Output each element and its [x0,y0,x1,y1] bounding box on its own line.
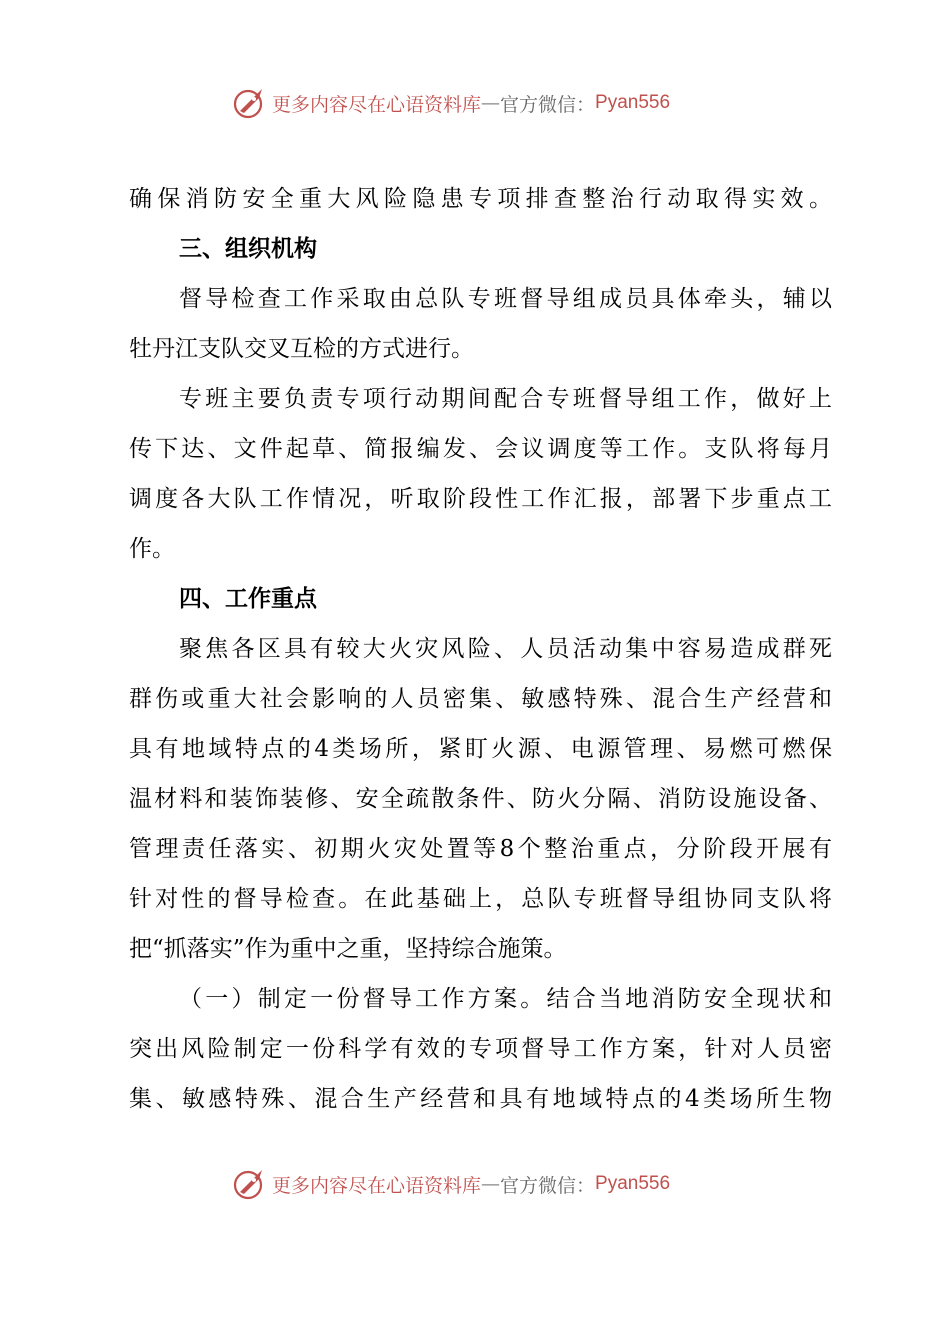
paragraph-line: 突出风险制定一份科学有效的专项督导工作方案，针对人员密 [129,1036,832,1062]
pen-logo-icon [232,1166,268,1202]
paragraph-line: 传下达、文件起草、简报编发、会议调度等工作。支队将每月 [129,436,832,462]
banner-dash: — [481,92,501,114]
pen-logo-icon [232,85,268,121]
paragraph-line: 专班主要负责专项行动期间配合专班督导组工作，做好上 [179,386,832,412]
paragraph-line: 督导检查工作采取由总队专班督导组成员具体牵头，辅以 [179,286,832,312]
banner-label: 官方微信： [500,1174,596,1197]
banner-wechat-id: Pyan556 [595,92,671,113]
paragraph-line: 针对性的督导检查。在此基础上，总队专班督导组协同支队将 [129,886,832,912]
paragraph-line: 调度各大队工作情况，听取阶段性工作汇报，部署下步重点工 [129,486,832,512]
paragraph-line: 确保消防安全重大风险隐患专项排查整治行动取得实效。 [129,186,832,212]
section-heading: 四、工作重点 [179,586,317,612]
paragraph-line: 聚焦各区具有较大火灾风险、人员活动集中容易造成群死 [179,636,832,662]
paragraph-line: 群伤或重大社会影响的人员密集、敏感特殊、混合生产经营和 [129,686,832,712]
section-heading: 三、组织机构 [179,236,317,262]
paragraph-line: 集、敏感特殊、混合生产经营和具有地域特点的4类场所生物 [129,1086,832,1112]
paragraph-line: （一）制定一份督导工作方案。结合当地消防安全现状和 [179,986,832,1012]
banner-wechat-id: Pyan556 [595,1173,671,1194]
document-body [129,174,832,1124]
header-banner [232,85,792,121]
banner-main-text: 更多内容尽在心语资料库 [272,1174,482,1197]
paragraph-line: 管理责任落实、初期火灾处置等8个整治重点，分阶段开展有 [129,836,832,862]
paragraph-line: 具有地域特点的4类场所，紧盯火源、电源管理、易燃可燃保 [129,736,832,762]
paragraph-line: 把“抓落实”作为重中之重，坚持综合施策。 [129,936,567,962]
banner-label: 官方微信： [500,93,596,116]
footer-banner [232,1166,792,1202]
banner-dash: — [481,1173,501,1195]
paragraph-line: 温材料和装饰装修、安全疏散条件、防火分隔、消防设施设备、 [129,786,832,812]
paragraph-line: 牡丹江支队交叉互检的方式进行。 [129,336,474,362]
banner-main-text: 更多内容尽在心语资料库 [272,93,482,116]
paragraph-line: 作。 [129,536,175,562]
